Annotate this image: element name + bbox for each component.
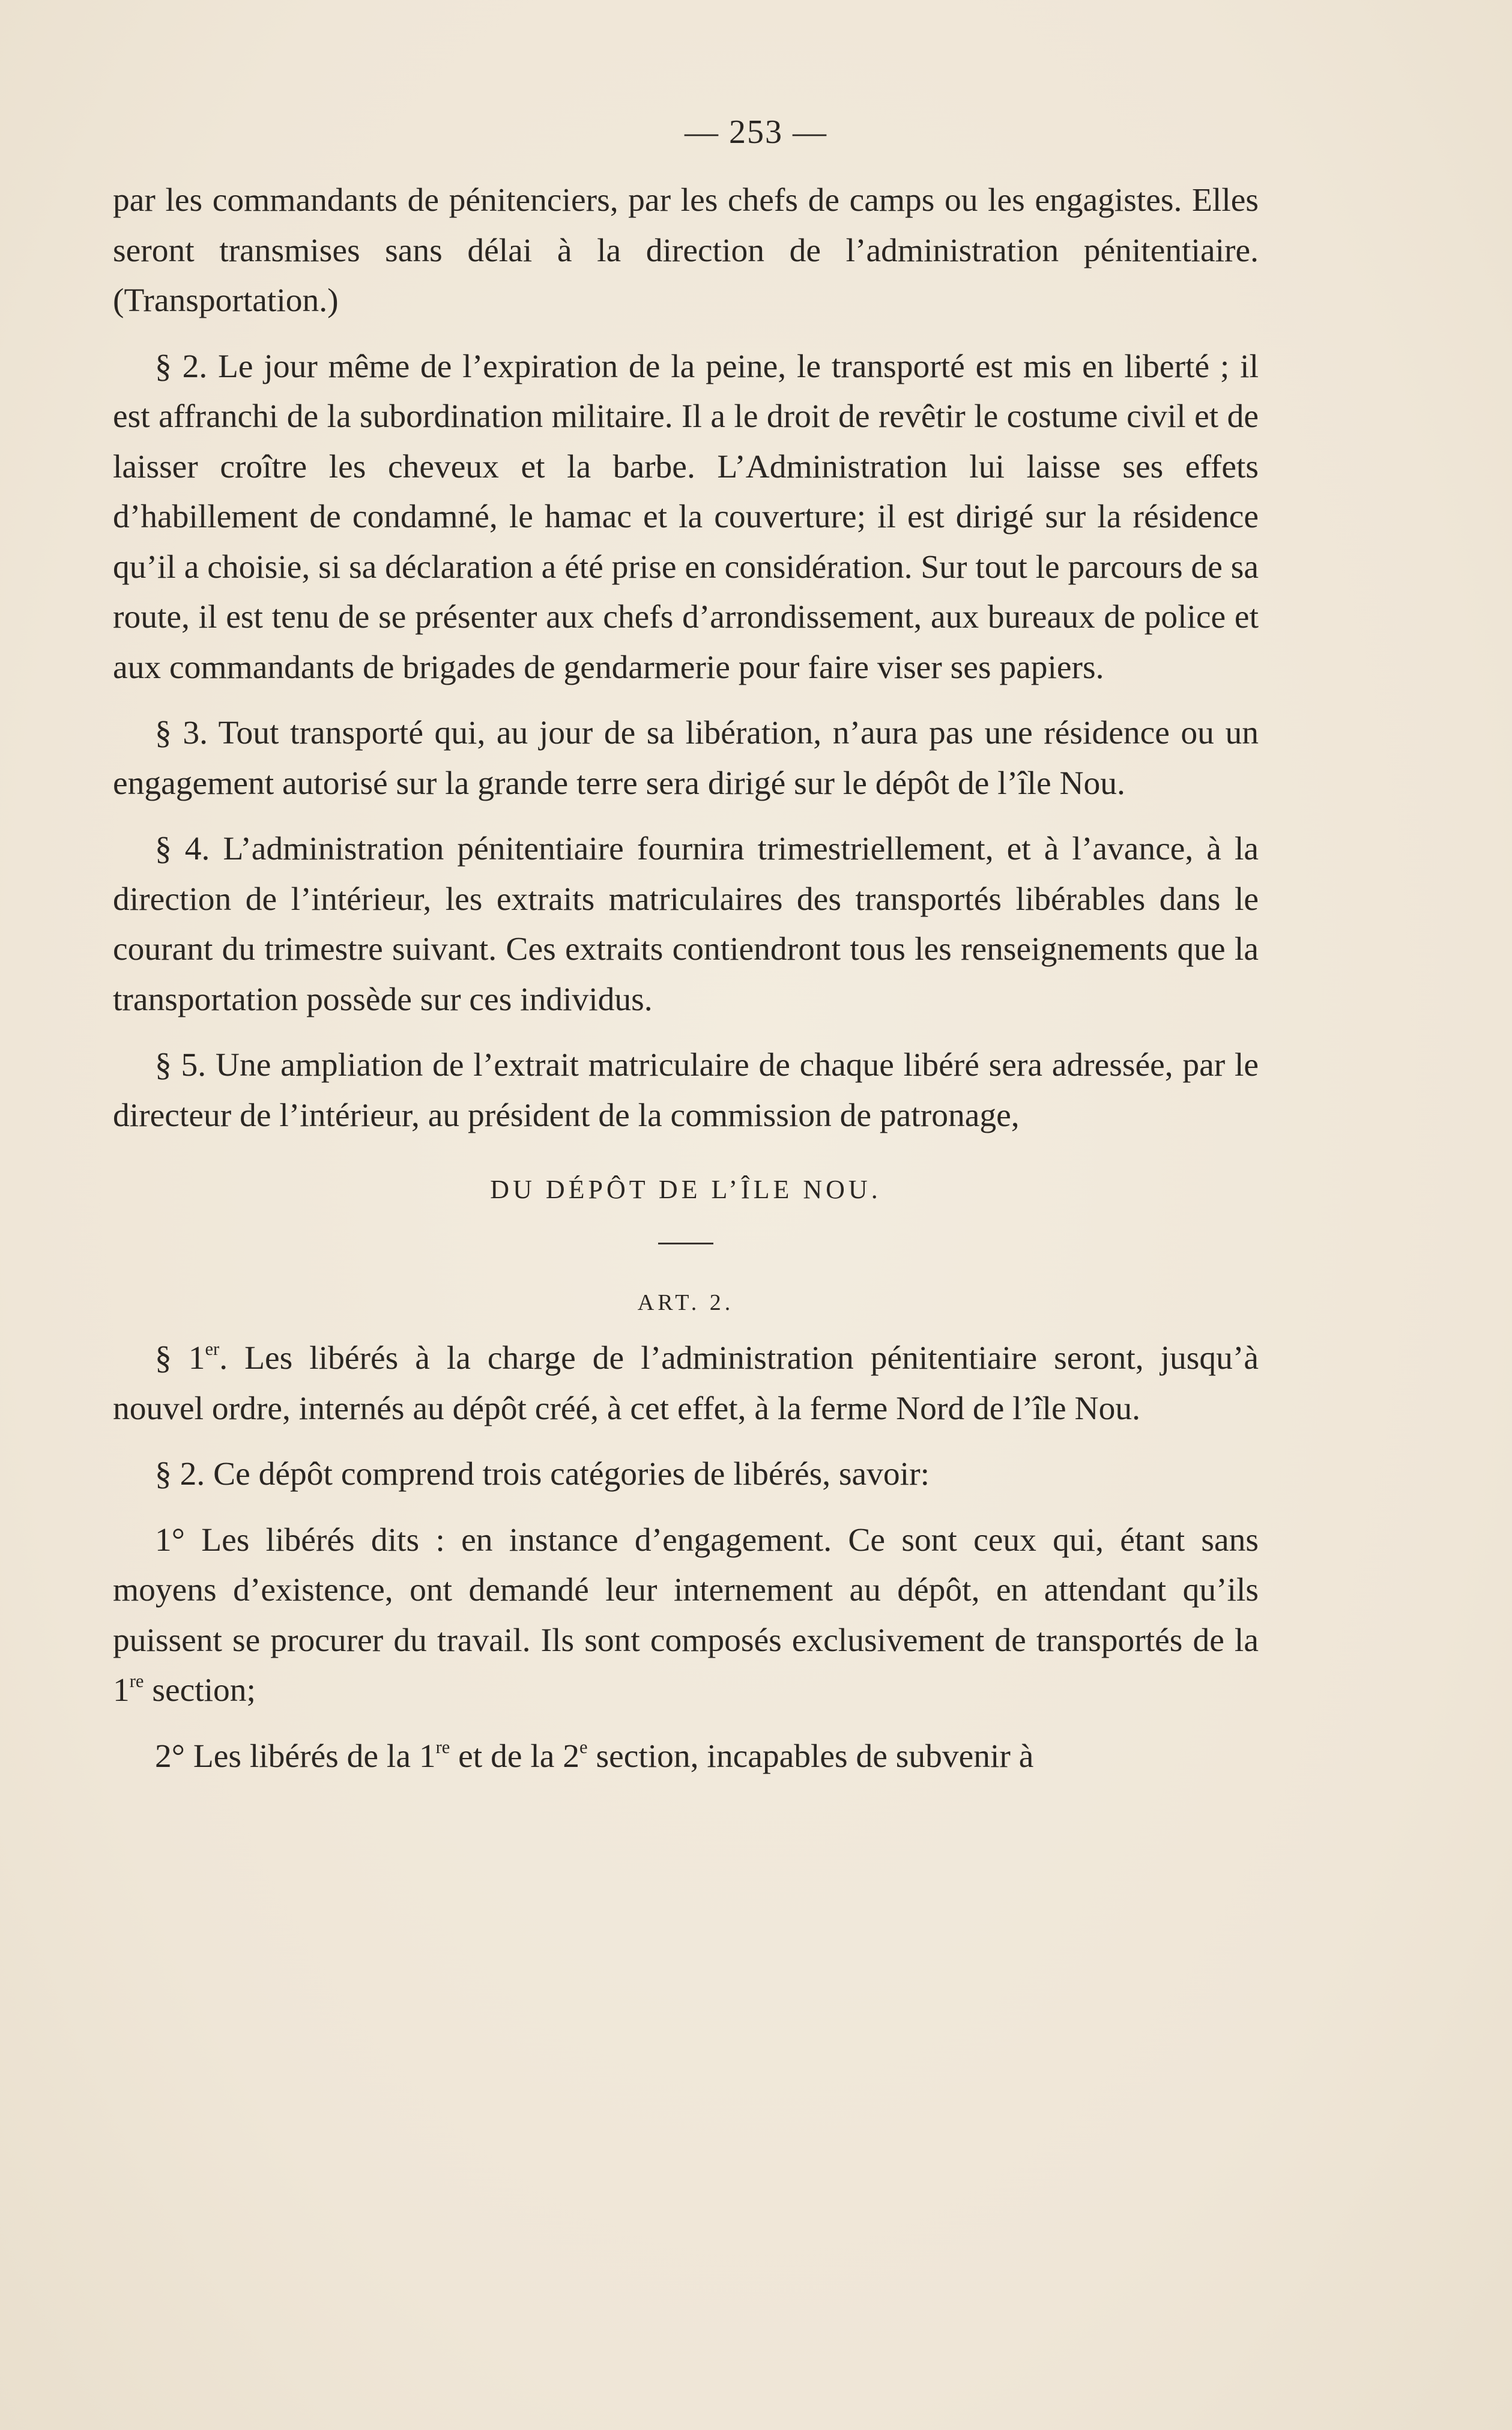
paragraph-art2-section-2: § 2. Ce dépôt comprend trois catégories de libérés, savoir: <box>155 1456 930 1492</box>
paragraph-text: 1° Les libérés dits : en instance d’engagement. Ce sont ceux qui, étant sans moyens d’existence, ont demandé leur internement au dépôt, en attendant qu’ils puissent se procurer du travail. Ils sont composés exclusivement de transportés de la 1 <box>113 1521 1259 1709</box>
superscript: er <box>205 1339 220 1360</box>
paragraph-continuation: par les commandants de pénitenciers, par les chefs de camps ou les engagistes. Elles seront transmises sans délai à la direction de l’administration pénitentiaire. (Transportation.) <box>113 182 1259 319</box>
paragraph-text: section; <box>144 1672 256 1709</box>
article-heading: ART. 2. <box>637 1290 734 1315</box>
section-heading: DU DÉPÔT DE L’ÎLE NOU. <box>490 1175 881 1204</box>
superscript: re <box>435 1736 450 1757</box>
paragraph-text: 2° Les libérés de la 1 <box>155 1738 436 1775</box>
divider-rule <box>658 1243 713 1244</box>
paragraph-category-2 <box>113 1732 1259 1782</box>
paragraph-text: et de la 2 <box>450 1738 580 1775</box>
paragraph-category-1 <box>113 1515 1259 1716</box>
page-number: — 253 — <box>685 114 827 151</box>
superscript: re <box>129 1671 144 1692</box>
paragraph-section-2: § 2. Le jour même de l’expiration de la peine, le transporté est mis en liberté ; il est affranchi de la subordination militaire. Il a le droit de revêtir le costume civil et de laisser croître les cheveux et la barbe. L’Administration lui laisse ses effets d’habillement de condamné, le hamac et la couverture; il est dirigé sur la résidence qu’il a choisie, si sa déclaration a été prise en considération. Sur tout le parcours de sa route, il est tenu de se présenter aux chefs d’arrondissement, aux bureaux de police et aux commandants de brigades de gendarmerie pour faire viser ses papiers. <box>113 348 1259 686</box>
section-marker: § 1 <box>155 1340 205 1377</box>
body-text <box>113 175 1259 1781</box>
paragraph-section-5: § 5. Une ampliation de l’extrait matriculaire de chaque libéré sera adressée, par le directeur de l’intérieur, au président de la commission de patronage, <box>113 1047 1259 1134</box>
paragraph-section-4: § 4. L’administration pénitentiaire fournira trimestriellement, et à l’avance, à la direction de l’intérieur, les extraits matriculaires des transportés libérables dans le courant du trimestre suivant. Ces extraits contiendront tous les renseignements que la transportation possède sur ces individus. <box>113 831 1259 1018</box>
paragraph-text: section, incapables de subvenir à <box>587 1738 1034 1775</box>
paragraph-art2-section-1 <box>113 1333 1259 1434</box>
paragraph-section-3: § 3. Tout transporté qui, au jour de sa libération, n’aura pas une résidence ou un engagement autorisé sur la grande terre sera dirigé sur le dépôt de l’île Nou. <box>113 715 1259 802</box>
paragraph-text: . Les libérés à la charge de l’administration pénitentiaire seront, jusqu’à nouvel ordre, internés au dépôt créé, à cet effet, à la ferme Nord de l’île Nou. <box>113 1340 1259 1427</box>
superscript: e <box>579 1736 588 1757</box>
